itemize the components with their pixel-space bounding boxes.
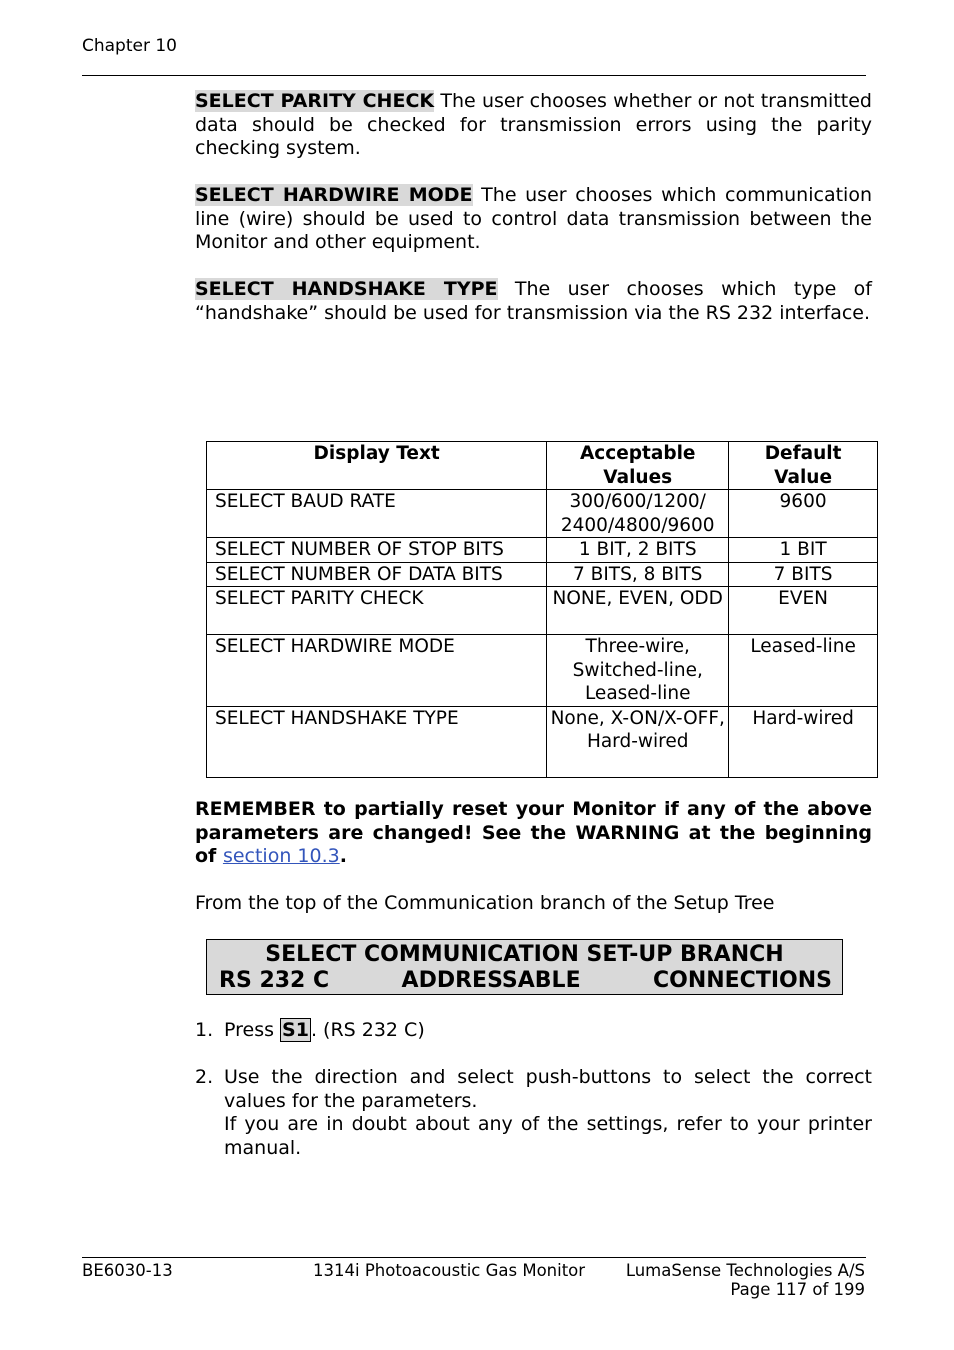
cell-display-text: SELECT PARITY CHECK <box>207 587 547 635</box>
step-1 <box>195 1019 872 1043</box>
hardwire-mode-keyword: SELECT HARDWIRE MODE <box>195 184 473 206</box>
step-number: 2. <box>195 1066 214 1088</box>
table-row <box>207 706 878 777</box>
step-text: Press <box>224 1019 281 1041</box>
parameters-table <box>206 441 878 778</box>
table-row <box>207 587 878 635</box>
table-row <box>207 490 878 538</box>
table-header-row <box>207 442 878 490</box>
handshake-type-paragraph <box>195 278 872 325</box>
cell-display-text: SELECT NUMBER OF STOP BITS <box>207 538 547 563</box>
cell-acceptable-values: NONE, EVEN, ODD <box>547 587 729 635</box>
remember-text: REMEMBER to partially reset your Monitor if any of the above parameters are changed! See the WARNING at the beginning of <box>195 798 872 867</box>
cell-acceptable-values: 300/600/1200/ 2400/4800/9600 <box>547 490 729 538</box>
cell-display-text: SELECT HANDSHAKE TYPE <box>207 706 547 777</box>
table-row <box>207 562 878 587</box>
footer-rule <box>82 1257 866 1258</box>
cell-display-text: SELECT NUMBER OF DATA BITS <box>207 562 547 587</box>
footer-doc-id: BE6030-13 <box>82 1261 173 1280</box>
footer-company: LumaSense Technologies A/S <box>625 1261 865 1280</box>
footer-page: Page 117 of 199 <box>730 1280 865 1299</box>
cell-display-text: SELECT HARDWIRE MODE <box>207 635 547 707</box>
handshake-type-text: The user chooses which type of “handshake” should be used for transmission via the RS 232 interface. <box>195 278 872 324</box>
header-acceptable-values: Acceptable Values <box>547 442 729 490</box>
hardwire-mode-paragraph <box>195 184 872 255</box>
cell-default-value: 7 BITS <box>729 562 878 587</box>
cell-display-text: SELECT BAUD RATE <box>207 490 547 538</box>
footer-product: 1314i Photoacoustic Gas Monitor <box>313 1261 586 1280</box>
parity-check-paragraph <box>195 90 872 161</box>
cell-acceptable-values: 1 BIT, 2 BITS <box>547 538 729 563</box>
step-text: Use the direction and select push-buttons to select the correct values for the parameters. <box>224 1066 872 1112</box>
chapter-header: Chapter 10 <box>82 36 178 56</box>
communication-branch-box <box>206 939 843 995</box>
header-display-text: Display Text <box>207 442 547 490</box>
handshake-type-keyword: SELECT HANDSHAKE TYPE <box>195 278 498 300</box>
branch-options <box>219 968 832 993</box>
s1-key: S1 <box>282 1019 309 1041</box>
branch-option-rs232c: RS 232 C <box>219 968 330 993</box>
cell-default-value: 1 BIT <box>729 538 878 563</box>
parity-check-text: The user chooses whether or not transmitted data should be checked for transmission errors using the parity checking system. <box>195 90 872 159</box>
hardwire-mode-text: The user chooses which communication line (wire) should be used to control data transmission between the Monitor and other equipment. <box>195 184 872 253</box>
intro-text: From the top of the Communication branch of the Setup Tree <box>195 892 775 914</box>
table-row <box>207 635 878 707</box>
table-row <box>207 538 878 563</box>
branch-option-connections: CONNECTIONS <box>652 968 832 993</box>
cell-default-value: Leased-line <box>729 635 878 707</box>
step-text: . (RS 232 C) <box>310 1019 425 1041</box>
header-default-value: Default Value <box>729 442 878 490</box>
cell-acceptable-values: 7 BITS, 8 BITS <box>547 562 729 587</box>
cell-default-value: EVEN <box>729 587 878 635</box>
parity-check-keyword: SELECT PARITY CHECK <box>195 90 435 112</box>
cell-acceptable-values: None, X-ON/X-OFF, Hard-wired <box>547 706 729 777</box>
step-2 <box>195 1066 872 1160</box>
step-number: 1. <box>195 1019 214 1041</box>
remember-warning <box>195 798 872 869</box>
header-rule <box>82 75 866 76</box>
remember-end: . <box>339 845 347 867</box>
section-link[interactable]: section 10.3 <box>222 845 340 867</box>
step-note: If you are in doubt about any of the settings, refer to your printer manual. <box>224 1113 872 1159</box>
branch-option-addressable: ADDRESSABLE <box>401 968 581 993</box>
cell-default-value: 9600 <box>729 490 878 538</box>
cell-acceptable-values: Three-wire, Switched-line, Leased-line <box>547 635 729 707</box>
cell-default-value: Hard-wired <box>729 706 878 777</box>
branch-title: SELECT COMMUNICATION SET-UP BRANCH <box>265 942 784 967</box>
